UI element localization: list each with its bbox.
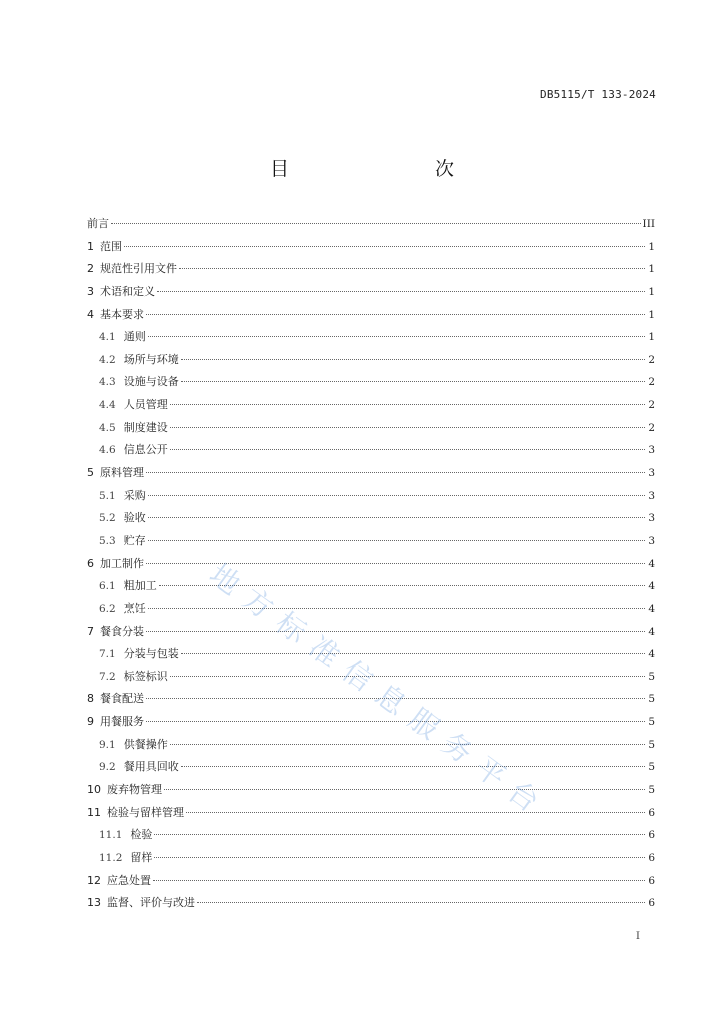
toc-dot-leader bbox=[181, 653, 645, 654]
toc-entry-page: 5 bbox=[648, 738, 655, 751]
toc-entry-label: 规范性引用文件 bbox=[100, 262, 177, 276]
toc-dot-leader bbox=[148, 608, 645, 609]
toc-dot-leader bbox=[154, 857, 645, 858]
toc-entry-number: 2 bbox=[87, 262, 94, 276]
toc-dot-leader bbox=[146, 563, 645, 564]
toc-entry[interactable] bbox=[87, 349, 655, 372]
page-number: I bbox=[635, 930, 640, 942]
toc-entry-number: 4 bbox=[87, 307, 94, 321]
toc-dot-leader bbox=[181, 381, 645, 382]
toc-entry-label: 餐用具回收 bbox=[123, 760, 179, 774]
toc-entry-label: 场所与环境 bbox=[123, 352, 179, 366]
toc-entry-page: 3 bbox=[648, 467, 655, 480]
page-title: 目 次 bbox=[269, 158, 490, 180]
toc-entry[interactable] bbox=[87, 643, 655, 666]
toc-entry-number: 3 bbox=[87, 284, 94, 298]
toc-dot-leader bbox=[146, 472, 645, 473]
toc-entry-label: 留样 bbox=[130, 850, 153, 864]
toc-entry-number: 5 bbox=[87, 466, 94, 480]
toc-entry[interactable] bbox=[87, 892, 655, 915]
toc-entry-page: 3 bbox=[648, 444, 655, 457]
toc-entry-label: 基本要求 bbox=[100, 307, 144, 321]
toc-entry-page: 2 bbox=[648, 376, 655, 389]
toc-dot-leader bbox=[124, 246, 645, 247]
toc-entry-number: 11 bbox=[87, 805, 101, 819]
toc-entry-label: 原料管理 bbox=[100, 466, 144, 480]
toc-entry-page: 6 bbox=[648, 851, 655, 864]
toc-entry-page: 5 bbox=[648, 693, 655, 706]
toc-entry-number: 4.6 bbox=[99, 444, 116, 457]
toc-entry[interactable] bbox=[87, 711, 655, 734]
toc-entry-page: 5 bbox=[648, 670, 655, 683]
toc-entry-label: 信息公开 bbox=[123, 443, 168, 457]
toc-entry-label: 通则 bbox=[123, 330, 146, 344]
toc-entry[interactable] bbox=[87, 847, 655, 870]
toc-entry-number: 9.2 bbox=[99, 761, 116, 774]
toc-dot-leader bbox=[146, 721, 645, 722]
toc-entry-page: 5 bbox=[648, 761, 655, 774]
toc-entry-page: 1 bbox=[648, 263, 655, 276]
toc-entry[interactable] bbox=[87, 779, 655, 802]
toc-entry-label: 分装与包装 bbox=[123, 647, 179, 661]
toc-entry-page: 1 bbox=[648, 285, 655, 298]
toc-entry[interactable] bbox=[87, 213, 655, 236]
toc-dot-leader bbox=[148, 540, 645, 541]
toc-entry[interactable] bbox=[87, 824, 655, 847]
toc-entry-number: 5.3 bbox=[99, 534, 116, 547]
toc-entry-number: 9.1 bbox=[99, 738, 116, 751]
toc-entry-number: 12 bbox=[87, 873, 101, 887]
toc-entry[interactable] bbox=[87, 666, 655, 689]
toc-entry[interactable] bbox=[87, 621, 655, 644]
toc-dot-leader bbox=[186, 812, 645, 813]
toc-entry[interactable] bbox=[87, 304, 655, 327]
toc-entry-number: 6.1 bbox=[99, 580, 116, 593]
toc-entry-page: 3 bbox=[648, 534, 655, 547]
toc-entry[interactable] bbox=[87, 394, 655, 417]
toc-entry-label: 检验与留样管理 bbox=[107, 805, 184, 819]
toc-dot-leader bbox=[159, 585, 645, 586]
toc-entry-label: 餐食分装 bbox=[100, 624, 144, 638]
toc-entry-page: 1 bbox=[648, 240, 655, 253]
toc-dot-leader bbox=[181, 766, 645, 767]
toc-entry[interactable] bbox=[87, 371, 655, 394]
toc-entry-number: 5.2 bbox=[99, 512, 116, 525]
toc-entry-label: 术语和定义 bbox=[100, 284, 155, 298]
toc-dot-leader bbox=[146, 631, 645, 632]
toc-entry-label: 设施与设备 bbox=[123, 375, 179, 389]
toc-entry[interactable] bbox=[87, 553, 655, 576]
toc-dot-leader bbox=[170, 404, 645, 405]
toc-entry-number: 4.5 bbox=[99, 421, 116, 434]
toc-entry-page: 5 bbox=[648, 784, 655, 797]
toc-entry-label: 采购 bbox=[123, 488, 146, 502]
toc-entry-number: 8 bbox=[87, 692, 94, 706]
toc-entry-number: 13 bbox=[87, 896, 101, 910]
toc-entry-page: 5 bbox=[648, 716, 655, 729]
toc-entry[interactable] bbox=[87, 236, 655, 259]
toc-entry-label: 监督、评价与改进 bbox=[107, 896, 195, 910]
toc-entry-page: 4 bbox=[648, 648, 655, 661]
toc-entry[interactable] bbox=[87, 575, 655, 598]
toc-entry-label: 用餐服务 bbox=[100, 715, 144, 729]
toc-entry-page: 6 bbox=[648, 806, 655, 819]
toc-dot-leader bbox=[181, 359, 645, 360]
toc-entry-number: 6.2 bbox=[99, 602, 116, 615]
toc-entry-page: 3 bbox=[648, 512, 655, 525]
table-of-contents bbox=[87, 213, 655, 915]
toc-entry[interactable] bbox=[87, 439, 655, 462]
toc-entry[interactable] bbox=[87, 688, 655, 711]
toc-dot-leader bbox=[170, 676, 645, 677]
toc-entry-number: 10 bbox=[87, 783, 101, 797]
toc-entry-number: 4.4 bbox=[99, 399, 116, 412]
toc-entry-page: 1 bbox=[648, 308, 655, 321]
toc-entry[interactable] bbox=[87, 417, 655, 440]
toc-entry-number: 11.1 bbox=[99, 829, 123, 842]
toc-dot-leader bbox=[170, 744, 645, 745]
toc-entry-page: 1 bbox=[648, 331, 655, 344]
toc-entry-page: 2 bbox=[648, 353, 655, 366]
toc-entry-number: 7.2 bbox=[99, 670, 116, 683]
toc-entry-label: 废弃物管理 bbox=[107, 783, 162, 797]
toc-dot-leader bbox=[146, 698, 645, 699]
toc-entry-number: 5.1 bbox=[99, 489, 116, 502]
toc-entry[interactable] bbox=[87, 598, 655, 621]
toc-entry[interactable] bbox=[87, 507, 655, 530]
toc-dot-leader bbox=[164, 789, 645, 790]
toc-entry-label: 验收 bbox=[123, 511, 146, 525]
toc-entry-number: 7.1 bbox=[99, 648, 116, 661]
toc-entry-label: 贮存 bbox=[123, 533, 146, 547]
toc-dot-leader bbox=[170, 449, 645, 450]
toc-entry-page: III bbox=[642, 218, 655, 230]
toc-entry[interactable] bbox=[87, 485, 655, 508]
toc-entry[interactable] bbox=[87, 258, 655, 281]
toc-dot-leader bbox=[153, 880, 645, 881]
toc-dot-leader bbox=[157, 291, 645, 292]
toc-dot-leader bbox=[154, 834, 645, 835]
toc-entry-number: 4.1 bbox=[99, 331, 116, 344]
toc-dot-leader bbox=[146, 314, 645, 315]
toc-entry-label: 应急处置 bbox=[107, 873, 151, 887]
toc-entry-label: 烹饪 bbox=[123, 601, 146, 615]
toc-entry[interactable] bbox=[87, 530, 655, 553]
toc-entry-page: 2 bbox=[648, 421, 655, 434]
toc-entry-label: 餐食配送 bbox=[100, 692, 144, 706]
toc-dot-leader bbox=[170, 427, 645, 428]
toc-entry-label: 范围 bbox=[100, 239, 122, 253]
toc-entry[interactable] bbox=[87, 802, 655, 825]
toc-entry-label: 制度建设 bbox=[123, 420, 168, 434]
toc-dot-leader bbox=[111, 223, 641, 224]
toc-dot-leader bbox=[148, 517, 645, 518]
toc-entry-page: 4 bbox=[648, 602, 655, 615]
toc-entry-page: 6 bbox=[648, 874, 655, 887]
standard-code: DB5115/T 133-2024 bbox=[540, 88, 656, 101]
toc-entry-number: 7 bbox=[87, 624, 94, 638]
toc-entry-page: 4 bbox=[648, 625, 655, 638]
toc-entry-page: 2 bbox=[648, 399, 655, 412]
toc-entry[interactable] bbox=[87, 734, 655, 757]
toc-entry-label: 标签标识 bbox=[123, 669, 168, 683]
toc-entry[interactable] bbox=[87, 756, 655, 779]
toc-entry-label: 检验 bbox=[130, 828, 153, 842]
toc-entry-label: 前言 bbox=[87, 217, 109, 230]
watermark-text: 地方标准信息服务平台 bbox=[203, 556, 555, 826]
toc-entry-number: 4.2 bbox=[99, 353, 116, 366]
toc-entry-label: 供餐操作 bbox=[123, 737, 168, 751]
toc-dot-leader bbox=[197, 902, 645, 903]
toc-entry-label: 粗加工 bbox=[123, 579, 157, 593]
toc-entry-number: 9 bbox=[87, 715, 94, 729]
toc-entry-number: 4.3 bbox=[99, 376, 116, 389]
toc-entry-number: 1 bbox=[87, 239, 94, 253]
toc-dot-leader bbox=[148, 336, 645, 337]
toc-entry-page: 4 bbox=[648, 580, 655, 593]
toc-entry-page: 6 bbox=[648, 829, 655, 842]
toc-dot-leader bbox=[148, 495, 645, 496]
toc-entry[interactable] bbox=[87, 326, 655, 349]
toc-entry[interactable] bbox=[87, 462, 655, 485]
toc-entry-label: 人员管理 bbox=[123, 398, 168, 412]
toc-entry-number: 11.2 bbox=[99, 851, 123, 864]
toc-dot-leader bbox=[179, 268, 645, 269]
toc-entry-label: 加工制作 bbox=[100, 556, 144, 570]
toc-entry-page: 6 bbox=[648, 897, 655, 910]
toc-entry-number: 6 bbox=[87, 556, 94, 570]
toc-entry[interactable] bbox=[87, 281, 655, 304]
toc-entry-page: 4 bbox=[648, 557, 655, 570]
toc-entry-page: 3 bbox=[648, 489, 655, 502]
toc-entry[interactable] bbox=[87, 870, 655, 893]
